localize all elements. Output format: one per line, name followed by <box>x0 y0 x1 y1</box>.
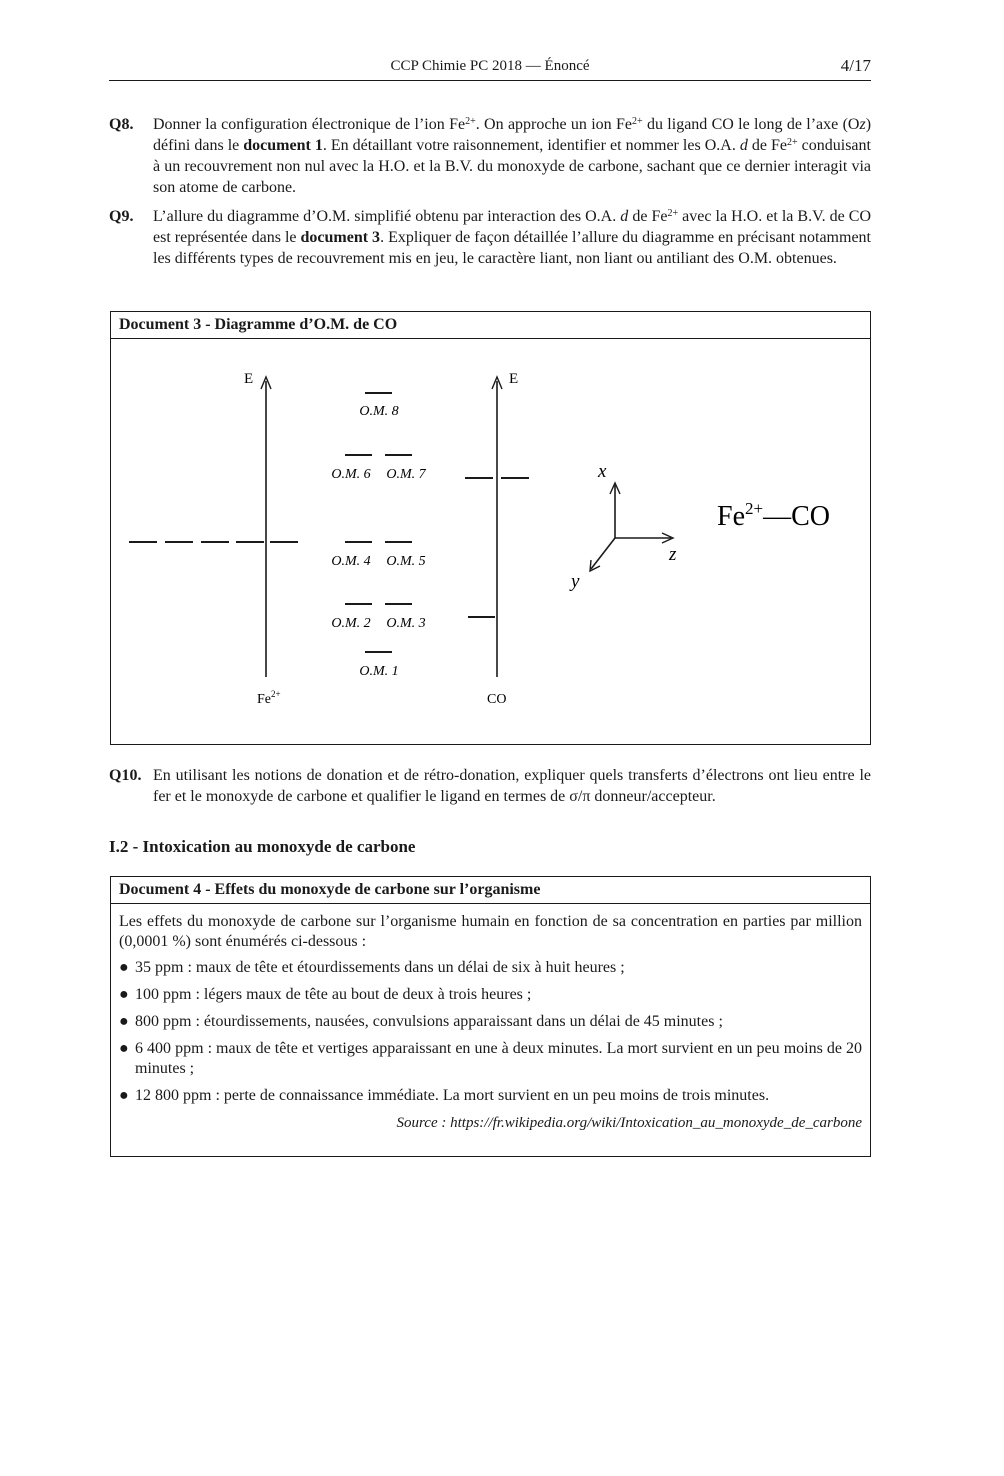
co-energy-label: E <box>509 371 519 387</box>
mo-diagram <box>111 339 870 748</box>
complex-formula: $Fe^{2+}—CO$ <box>717 499 830 532</box>
mo-label-4: O.M. 4 <box>331 554 371 569</box>
list-item-text: 100 ppm : légers maux de tête au bout de deux à trois heures ; <box>135 986 532 1003</box>
document-reference: document 1 <box>243 137 323 154</box>
document-4-intro: Les effets du monoxyde de carbone sur l’organisme humain en fonction de sa concentration en parties par million (0,0001 %) sont énumérés ci-dessous : <box>119 913 862 950</box>
bullet-icon: ● <box>119 959 129 976</box>
document-4-title: Document 4 - Effets du monoxyde de carbone sur l’organisme <box>111 877 870 904</box>
header-title: CCP Chimie PC 2018 — Énoncé <box>390 58 590 74</box>
text-run: . En détaillant votre raisonnement, identifier et nommer les O.A. <box>322 137 740 154</box>
question-text <box>153 114 871 198</box>
mo-label-1: O.M. 1 <box>359 664 399 679</box>
mo-label-8: O.M. 8 <box>359 404 399 419</box>
superscript: 2+ <box>787 137 798 148</box>
mo-label-7: O.M. 7 <box>386 467 426 482</box>
list-item-text: 35 ppm : maux de tête et étourdissements dans un délai de six à huit heures ; <box>135 959 625 976</box>
document-reference: document 3 <box>300 229 381 246</box>
source-citation: Source : https://fr.wikipedia.org/wiki/Intoxication_au_monoxyde_de_carbone <box>396 1115 862 1131</box>
bullet-icon: ● <box>119 1040 129 1057</box>
bullet-icon: ● <box>119 1013 129 1030</box>
document-3-title: Document 3 - Diagramme d’O.M. de CO <box>111 312 870 339</box>
x-axis-label: x <box>598 461 607 482</box>
page-number: 4/17 <box>840 56 871 75</box>
text-run: En utilisant les notions de donation et de rétro-donation, expliquer quels transferts d’électrons ont lieu entre le fer et le monoxyde de carbone et qualifier le ligand en termes de σ/π donneur/accepteur. <box>153 767 871 805</box>
question-text <box>153 206 871 269</box>
question-number: Q8. <box>109 116 134 133</box>
document-3-box <box>110 311 871 745</box>
text-run: L’allure du diagramme d’O.M. simplifié obtenu par interaction des O.A. <box>153 208 621 225</box>
question-q9 <box>109 206 871 269</box>
list-item <box>119 1086 862 1106</box>
question-number: Q10. <box>109 767 142 784</box>
fe-energy-label: E <box>244 371 254 387</box>
text-run: avec la H.O. et la B.V. de CO est représentée dans le <box>153 208 871 246</box>
mo-label-5: O.M. 5 <box>386 554 426 569</box>
list-item <box>119 1012 862 1032</box>
mo-diagram-svg <box>111 339 870 743</box>
text-run: conduisant à un recouvrement non nul avec la H.O. et la B.V. du monoxyde de carbone, sachant que ce dernier interagit via son atome de carbone. <box>153 137 871 196</box>
page-header <box>109 56 871 81</box>
y-axis-line <box>591 538 615 569</box>
text-run: de Fe <box>628 208 668 225</box>
text-run: du ligand CO le long de l’axe (O <box>642 116 860 133</box>
document-4-body <box>111 904 870 1133</box>
question-number: Q9. <box>109 208 134 225</box>
superscript: 2+ <box>667 208 679 219</box>
bullet-icon: ● <box>119 986 129 1003</box>
co-axis-name: CO <box>487 692 507 707</box>
fe-axis-name: $Fe^{2+}$ <box>257 689 281 707</box>
text-run: de Fe <box>747 137 787 154</box>
list-item <box>119 985 862 1005</box>
effects-list <box>119 958 862 1106</box>
list-item <box>119 1039 862 1079</box>
list-item-text: 12 800 ppm : perte de connaissance immédiate. La mort survient en un peu moins de trois minutes. <box>135 1087 770 1104</box>
bullet-icon: ● <box>119 1087 129 1104</box>
superscript: 2+ <box>465 116 476 127</box>
list-item <box>119 958 862 978</box>
mo-label-2: O.M. 2 <box>331 616 371 631</box>
question-q10 <box>109 765 871 807</box>
superscript: 2+ <box>632 116 643 127</box>
section-heading: I.2 - Intoxication au monoxyde de carbone <box>109 837 416 856</box>
orbital-symbol: d <box>620 208 629 225</box>
document-4-box <box>110 876 871 1157</box>
text-run: . Expliquer de façon détaillée l’allure du diagramme en précisant notamment les différents types de recouvrement mis en jeu, le caractère liant, non liant ou antiliant des O.M. obtenues. <box>153 229 871 267</box>
orbital-symbol: d <box>739 137 748 154</box>
text-run: Donner la configuration électronique de l’ion Fe <box>153 116 466 133</box>
mo-label-3: O.M. 3 <box>386 616 426 631</box>
text-run: ) défini dans le <box>153 116 872 154</box>
y-axis-label: y <box>571 571 580 592</box>
mo-label-6: O.M. 6 <box>331 467 371 482</box>
axis-symbol: z <box>859 116 866 133</box>
question-q8 <box>109 114 871 198</box>
question-text <box>153 765 871 807</box>
text-run: . On approche un ion Fe <box>475 116 633 133</box>
list-item-text: 6 400 ppm : maux de tête et vertiges apparaissant en une à deux minutes. La mort survient en un peu moins de 20 minutes ; <box>135 1040 862 1077</box>
z-axis-label: z <box>669 544 677 565</box>
list-item-text: 800 ppm : étourdissements, nausées, convulsions apparaissant dans un délai de 45 minutes ; <box>135 1013 723 1030</box>
